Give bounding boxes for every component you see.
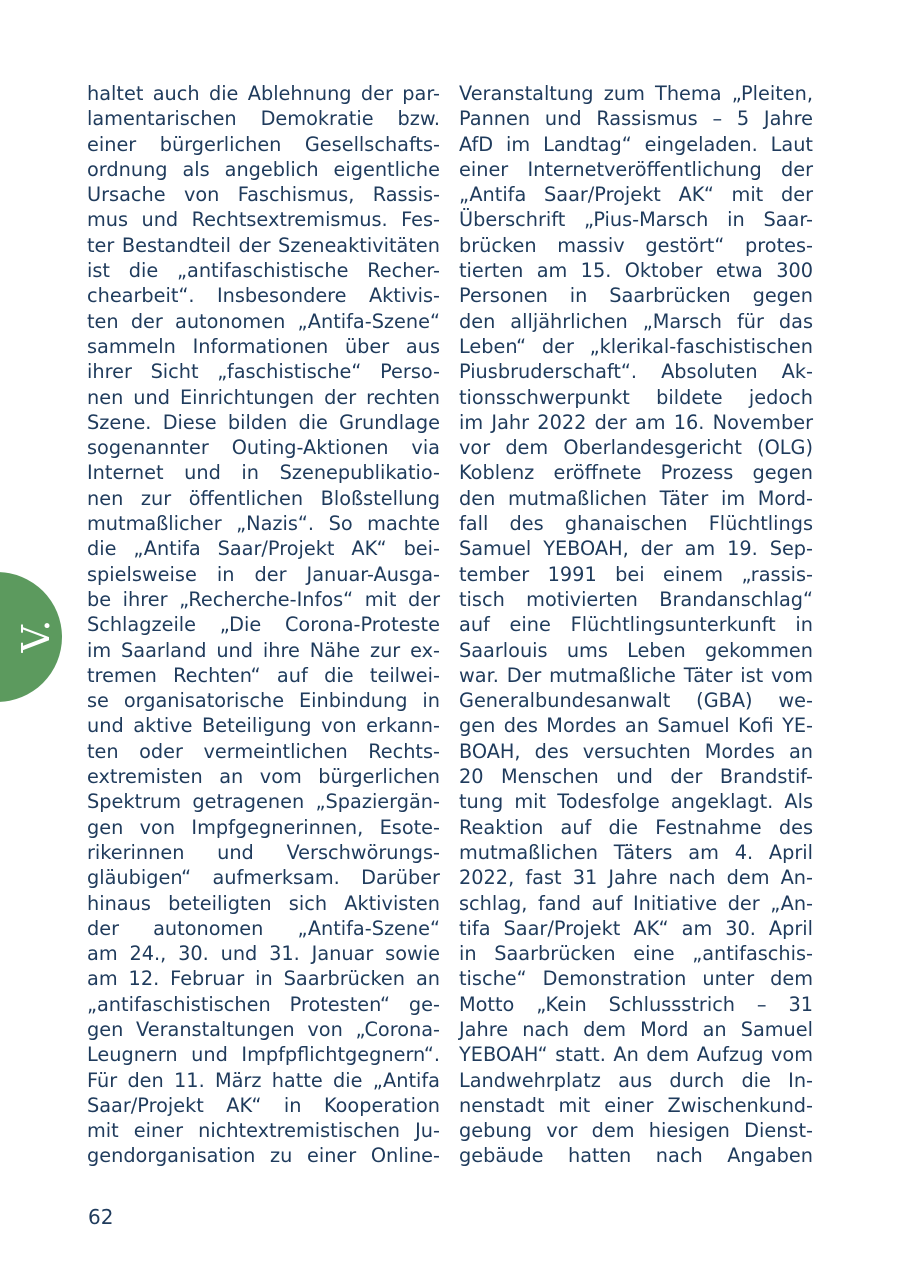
text-line: YEBOAH“ statt. An dem Aufzug vom — [459, 1043, 813, 1067]
text-line: der autonomen „Antifa-Szene“ — [87, 916, 440, 940]
text-line: AfD im Landtag“ eingeladen. Laut — [459, 132, 813, 156]
text-line: Leugnern und Impfpflichtgegnern“. — [87, 1043, 440, 1067]
text-line: tremen Rechten“ auf die teilwei- — [87, 663, 440, 687]
text-line: ihrer Sicht „faschistische“ Perso- — [87, 360, 440, 384]
text-line: 20 Menschen und der Brandstif- — [459, 765, 813, 789]
text-line: Piusbruderschaft“. Absoluten Ak- — [459, 360, 813, 384]
text-line: spielsweise in der Januar-Ausga- — [87, 562, 440, 586]
text-line: hinaus beteiligten sich Aktivisten — [87, 891, 440, 915]
text-line: Personen in Saarbrücken gegen — [459, 284, 813, 308]
text-line: gendorganisation zu einer Online- — [87, 1144, 440, 1168]
text-line: sammeln Informationen über aus — [87, 334, 440, 358]
text-line: nenstadt mit einer Zwischenkund- — [459, 1093, 813, 1117]
text-line: Veranstaltung zum Thema „Pleiten, — [459, 82, 813, 105]
text-line: im Saarland und ihre Nähe zur ex- — [87, 638, 440, 662]
text-line: auf eine Flüchtlingsunterkunft in — [459, 613, 813, 637]
text-line: gen von Impfgegnerinnen, Esote- — [87, 815, 440, 839]
text-line: Ursache von Faschismus, Rassis- — [87, 183, 440, 207]
text-line: und aktive Beteiligung von erkann- — [87, 714, 440, 738]
text-line: nen und Einrichtungen der rechten — [87, 385, 440, 409]
text-line: brücken massiv gestört“ protes- — [459, 233, 813, 257]
text-line: einer Internetveröffentlichung der — [459, 157, 813, 181]
text-line: gebung vor dem hiesigen Dienst- — [459, 1119, 813, 1143]
text-line: Leben“ der „klerikal-faschistischen — [459, 334, 813, 358]
text-line: Schlagzeile „Die Corona-Proteste — [87, 613, 440, 637]
text-line: am 24., 30. und 31. Januar sowie — [87, 942, 440, 966]
text-line: Szene. Diese bilden die Grundlage — [87, 410, 440, 434]
text-line: tember 1991 bei einem „rassis- — [459, 562, 813, 586]
page-number: 62 — [88, 1205, 114, 1229]
text-line: lamentarischen Demokratie bzw. — [87, 107, 440, 131]
text-line: mutmaßlicher „Nazis“. So machte — [87, 512, 440, 536]
text-line: chearbeit“. Insbesondere Aktivis- — [87, 284, 440, 308]
text-line: Samuel YEBOAH, der am 19. Sep- — [459, 537, 813, 561]
text-line: haltet auch die Ablehnung der par- — [87, 82, 440, 105]
text-line: Motto „Kein Schlussstrich – 31 — [459, 992, 813, 1016]
text-line: tierten am 15. Oktober etwa 300 — [459, 259, 813, 283]
text-line: sogenannter Outing-Aktionen via — [87, 436, 440, 460]
text-line: Saar/Projekt AK“ in Kooperation — [87, 1093, 440, 1117]
text-line: Koblenz eröffnete Prozess gegen — [459, 461, 813, 485]
text-line: im Jahr 2022 der am 16. November — [459, 410, 813, 434]
text-line: nen zur öffentlichen Bloßstellung — [87, 486, 440, 510]
text-line: tifa Saar/Projekt AK“ am 30. April — [459, 916, 813, 940]
text-line: den mutmaßlichen Täter im Mord- — [459, 486, 813, 510]
text-line: am 12. Februar in Saarbrücken an — [87, 967, 440, 991]
text-line: ter Bestandteil der Szeneaktivitäten — [87, 233, 440, 257]
text-line: mus und Rechtsextremismus. Fes- — [87, 208, 440, 232]
text-line: 2022, fast 31 Jahre nach dem An- — [459, 866, 813, 890]
text-line: gebäude hatten nach Angaben — [459, 1144, 813, 1168]
text-line: gläubigen“ aufmerksam. Darüber — [87, 866, 440, 890]
text-line: gen Veranstaltungen von „Corona- — [87, 1017, 440, 1041]
chapter-label: V. — [14, 619, 58, 653]
text-line: Landwehrplatz aus durch die In- — [459, 1068, 813, 1092]
text-line: be ihrer „Recherche-Infos“ mit der — [87, 587, 440, 611]
text-line: tische“ Demonstration unter dem — [459, 967, 813, 991]
text-line: Jahre nach dem Mord an Samuel — [459, 1017, 813, 1041]
text-line: Überschrift „Pius-Marsch in Saar- — [459, 208, 813, 232]
text-line: rikerinnen und Verschwörungs- — [87, 840, 440, 864]
text-line: Pannen und Rassismus – 5 Jahre — [459, 107, 813, 131]
text-line: Generalbundesanwalt (GBA) we- — [459, 689, 813, 713]
text-line: ten der autonomen „Antifa-Szene“ — [87, 309, 440, 333]
text-line: war. Der mutmaßliche Täter ist vom — [459, 663, 813, 687]
text-line: fall des ghanaischen Flüchtlings — [459, 512, 813, 536]
text-line: Spektrum getragenen „Spaziergän- — [87, 790, 440, 814]
text-line: einer bürgerlichen Gesellschafts- — [87, 132, 440, 156]
text-column-left — [87, 81, 440, 1169]
text-line: ist die „antifaschistische Recher- — [87, 259, 440, 283]
text-line: schlag, fand auf Initiative der „An- — [459, 891, 813, 915]
text-line: „antifaschistischen Protesten“ ge- — [87, 992, 440, 1016]
text-line: tung mit Todesfolge angeklagt. Als — [459, 790, 813, 814]
text-column-right — [459, 81, 813, 1169]
text-line: Saarlouis ums Leben gekommen — [459, 638, 813, 662]
text-line: in Saarbrücken eine „antifaschis- — [459, 942, 813, 966]
text-line: BOAH, des versuchten Mordes an — [459, 739, 813, 763]
text-line: tionsschwerpunkt bildete jedoch — [459, 385, 813, 409]
text-line: mutmaßlichen Täters am 4. April — [459, 840, 813, 864]
text-line: gen des Mordes an Samuel Kofi YE- — [459, 714, 813, 738]
text-line: extremisten an vom bürgerlichen — [87, 765, 440, 789]
text-line: mit einer nichtextremistischen Ju- — [87, 1119, 440, 1143]
text-line: ordnung als angeblich eigentliche — [87, 157, 440, 181]
text-line: den alljährlichen „Marsch für das — [459, 309, 813, 333]
text-line: Internet und in Szenepublikatio- — [87, 461, 440, 485]
text-line: tisch motivierten Brandanschlag“ — [459, 587, 813, 611]
text-line: vor dem Oberlandesgericht (OLG) — [459, 436, 813, 460]
text-line: Reaktion auf die Festnahme des — [459, 815, 813, 839]
text-line: die „Antifa Saar/Projekt AK“ bei- — [87, 537, 440, 561]
text-line: se organisatorische Einbindung in — [87, 689, 440, 713]
text-line: ten oder vermeintlichen Rechts- — [87, 739, 440, 763]
text-line: „Antifa Saar/Projekt AK“ mit der — [459, 183, 813, 207]
text-line: Für den 11. März hatte die „Antifa — [87, 1068, 440, 1092]
